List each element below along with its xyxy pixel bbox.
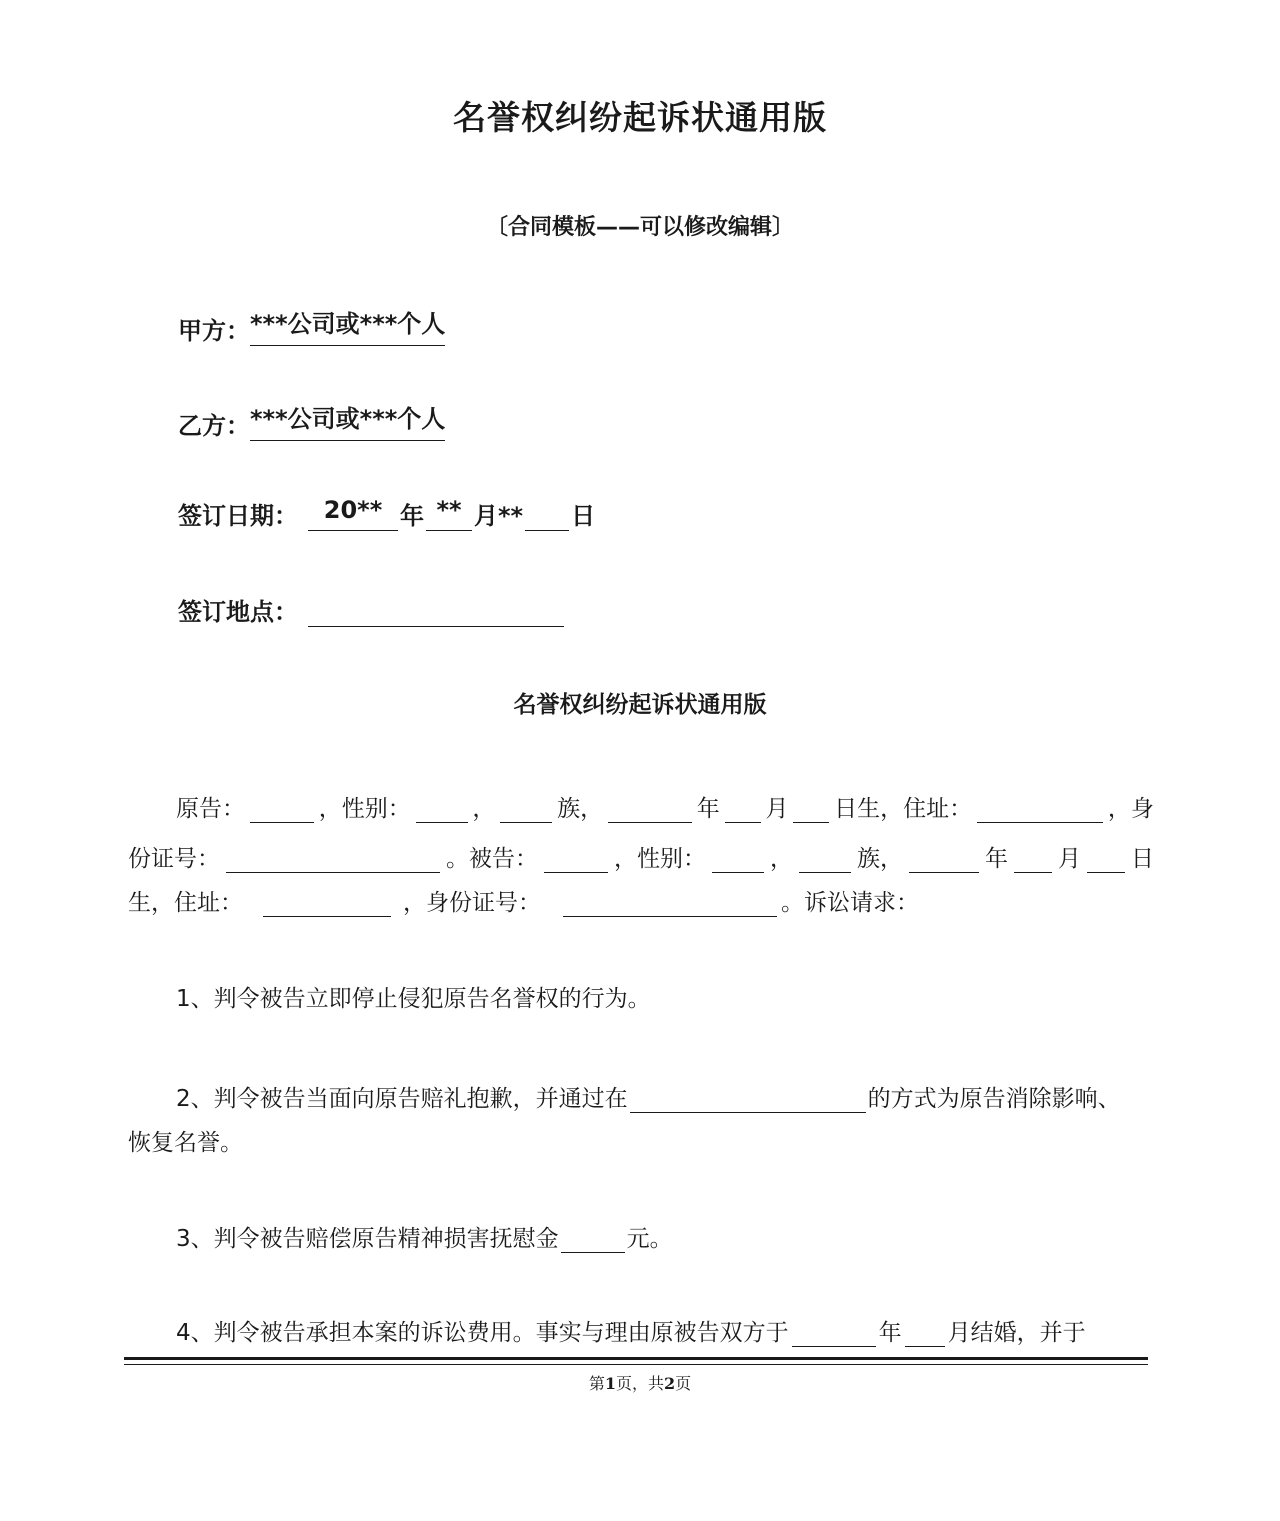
claim-3 xyxy=(128,1220,1154,1253)
defendant-gender-blank xyxy=(712,848,764,873)
claim-2-text-a: 2、判令被告当面向原告赔礼抱歉，并通过在 xyxy=(176,1086,628,1112)
id-label: ，身份证号： xyxy=(403,890,541,916)
plaintiff-label: 原告： xyxy=(176,796,245,822)
claim-2-continued xyxy=(128,1124,1154,1157)
party-b-value: ***公司或***个人 xyxy=(250,399,445,441)
claim-2-text-b: 的方式为原告消除影响、 xyxy=(867,1086,1121,1112)
claim-4-text-a: 4、判令被告承担本案的诉讼费用。事实与理由原被告双方于 xyxy=(176,1320,789,1346)
paragraph-line-1 xyxy=(128,790,1154,823)
comma-text: ， xyxy=(770,846,793,872)
claim-4-year-blank xyxy=(792,1322,876,1347)
claim-2-method-blank xyxy=(630,1088,866,1113)
claim-4-year-label: 年 xyxy=(878,1320,902,1346)
claim-4 xyxy=(128,1314,1154,1347)
signing-date-field xyxy=(178,496,597,531)
signing-year-unit: 年 xyxy=(400,502,424,530)
claim-4-month-blank xyxy=(905,1322,945,1347)
body-heading: 名誉权纠纷起诉状通用版 xyxy=(513,692,767,718)
claim-1 xyxy=(128,980,1154,1013)
claims-label: 。诉讼请求： xyxy=(781,890,919,916)
signing-day-blank xyxy=(525,500,569,531)
footer-page-number: 1 xyxy=(604,1374,616,1393)
footer-total-pages: 2 xyxy=(664,1374,676,1393)
plaintiff-gender-label: ，性别： xyxy=(318,796,411,822)
defendant-name-blank xyxy=(544,848,608,873)
footer-suffix: 页 xyxy=(675,1374,692,1393)
plaintiff-year-blank xyxy=(608,798,692,823)
signing-date-label: 签订日期： xyxy=(178,502,298,530)
claim-2-text-c: 恢复名誉。 xyxy=(128,1130,243,1156)
defendant-day-blank xyxy=(1087,848,1125,873)
plaintiff-day-blank xyxy=(793,798,829,823)
id-label: 份证号： xyxy=(128,846,220,872)
defendant-label: 。被告： xyxy=(446,846,538,872)
document-subtitle: 〔合同模板——可以修改编辑〕 xyxy=(485,215,794,240)
plaintiff-id-blank xyxy=(226,848,440,873)
paragraph-line-2 xyxy=(128,840,1154,873)
claim-1-text: 1、判令被告立即停止侵犯原告名誉权的行为。 xyxy=(176,986,651,1012)
born-address-label: 日生，住址： xyxy=(834,796,973,822)
defendant-id-blank xyxy=(563,892,777,917)
signing-place-label: 签订地点： xyxy=(178,598,298,626)
defendant-year-blank xyxy=(909,848,979,873)
month-label: 月 xyxy=(765,796,789,822)
claim-4-text-c: 月结婚，并于 xyxy=(947,1320,1086,1346)
signing-year-value: 20** xyxy=(308,496,398,531)
signing-month-unit: 月** xyxy=(474,502,524,530)
signing-month-value: ** xyxy=(426,496,472,531)
party-a-field xyxy=(178,304,445,346)
paragraph-line-3 xyxy=(128,884,1154,917)
signing-place-field xyxy=(178,592,564,627)
plaintiff-ethnic-blank xyxy=(500,798,552,823)
document-title: 名誉权纠纷起诉状通用版 xyxy=(453,98,827,137)
plaintiff-name-blank xyxy=(250,798,314,823)
ethnic-label: 族， xyxy=(557,796,604,822)
id-start-text: ，身 xyxy=(1107,796,1154,822)
claim-2 xyxy=(128,1080,1154,1113)
month-label: 月 xyxy=(1058,846,1081,872)
signing-day-unit: 日 xyxy=(571,502,596,530)
plaintiff-gender-blank xyxy=(416,798,468,823)
party-a-value: ***公司或***个人 xyxy=(250,304,445,346)
born-address-label: 生，住址： xyxy=(128,890,243,916)
plaintiff-address-blank xyxy=(977,798,1103,823)
comma-text: ， xyxy=(472,796,496,822)
defendant-gender-label: ，性别： xyxy=(614,846,706,872)
party-b-field xyxy=(178,399,445,441)
footer-middle: 页，共 xyxy=(615,1374,664,1393)
footer-rule-thick xyxy=(124,1357,1148,1360)
claim-3-text-a: 3、判令被告赔偿原告精神损害抚慰金 xyxy=(176,1226,559,1252)
footer-prefix: 第 xyxy=(588,1374,605,1393)
defendant-ethnic-blank xyxy=(799,848,851,873)
claim-3-amount-blank xyxy=(561,1228,625,1253)
signing-place-blank xyxy=(308,592,564,627)
page-footer xyxy=(0,1371,1280,1394)
defendant-month-blank xyxy=(1014,848,1052,873)
ethnic-label: 族， xyxy=(857,846,903,872)
claim-3-text-b: 元。 xyxy=(626,1226,673,1252)
footer-rule-thin xyxy=(124,1364,1148,1365)
year-label: 年 xyxy=(985,846,1008,872)
day-label: 日 xyxy=(1131,846,1154,872)
party-a-label: 甲方： xyxy=(178,317,250,345)
year-label: 年 xyxy=(696,796,720,822)
party-b-label: 乙方： xyxy=(178,412,250,440)
defendant-address-blank xyxy=(263,892,391,917)
plaintiff-month-blank xyxy=(725,798,761,823)
